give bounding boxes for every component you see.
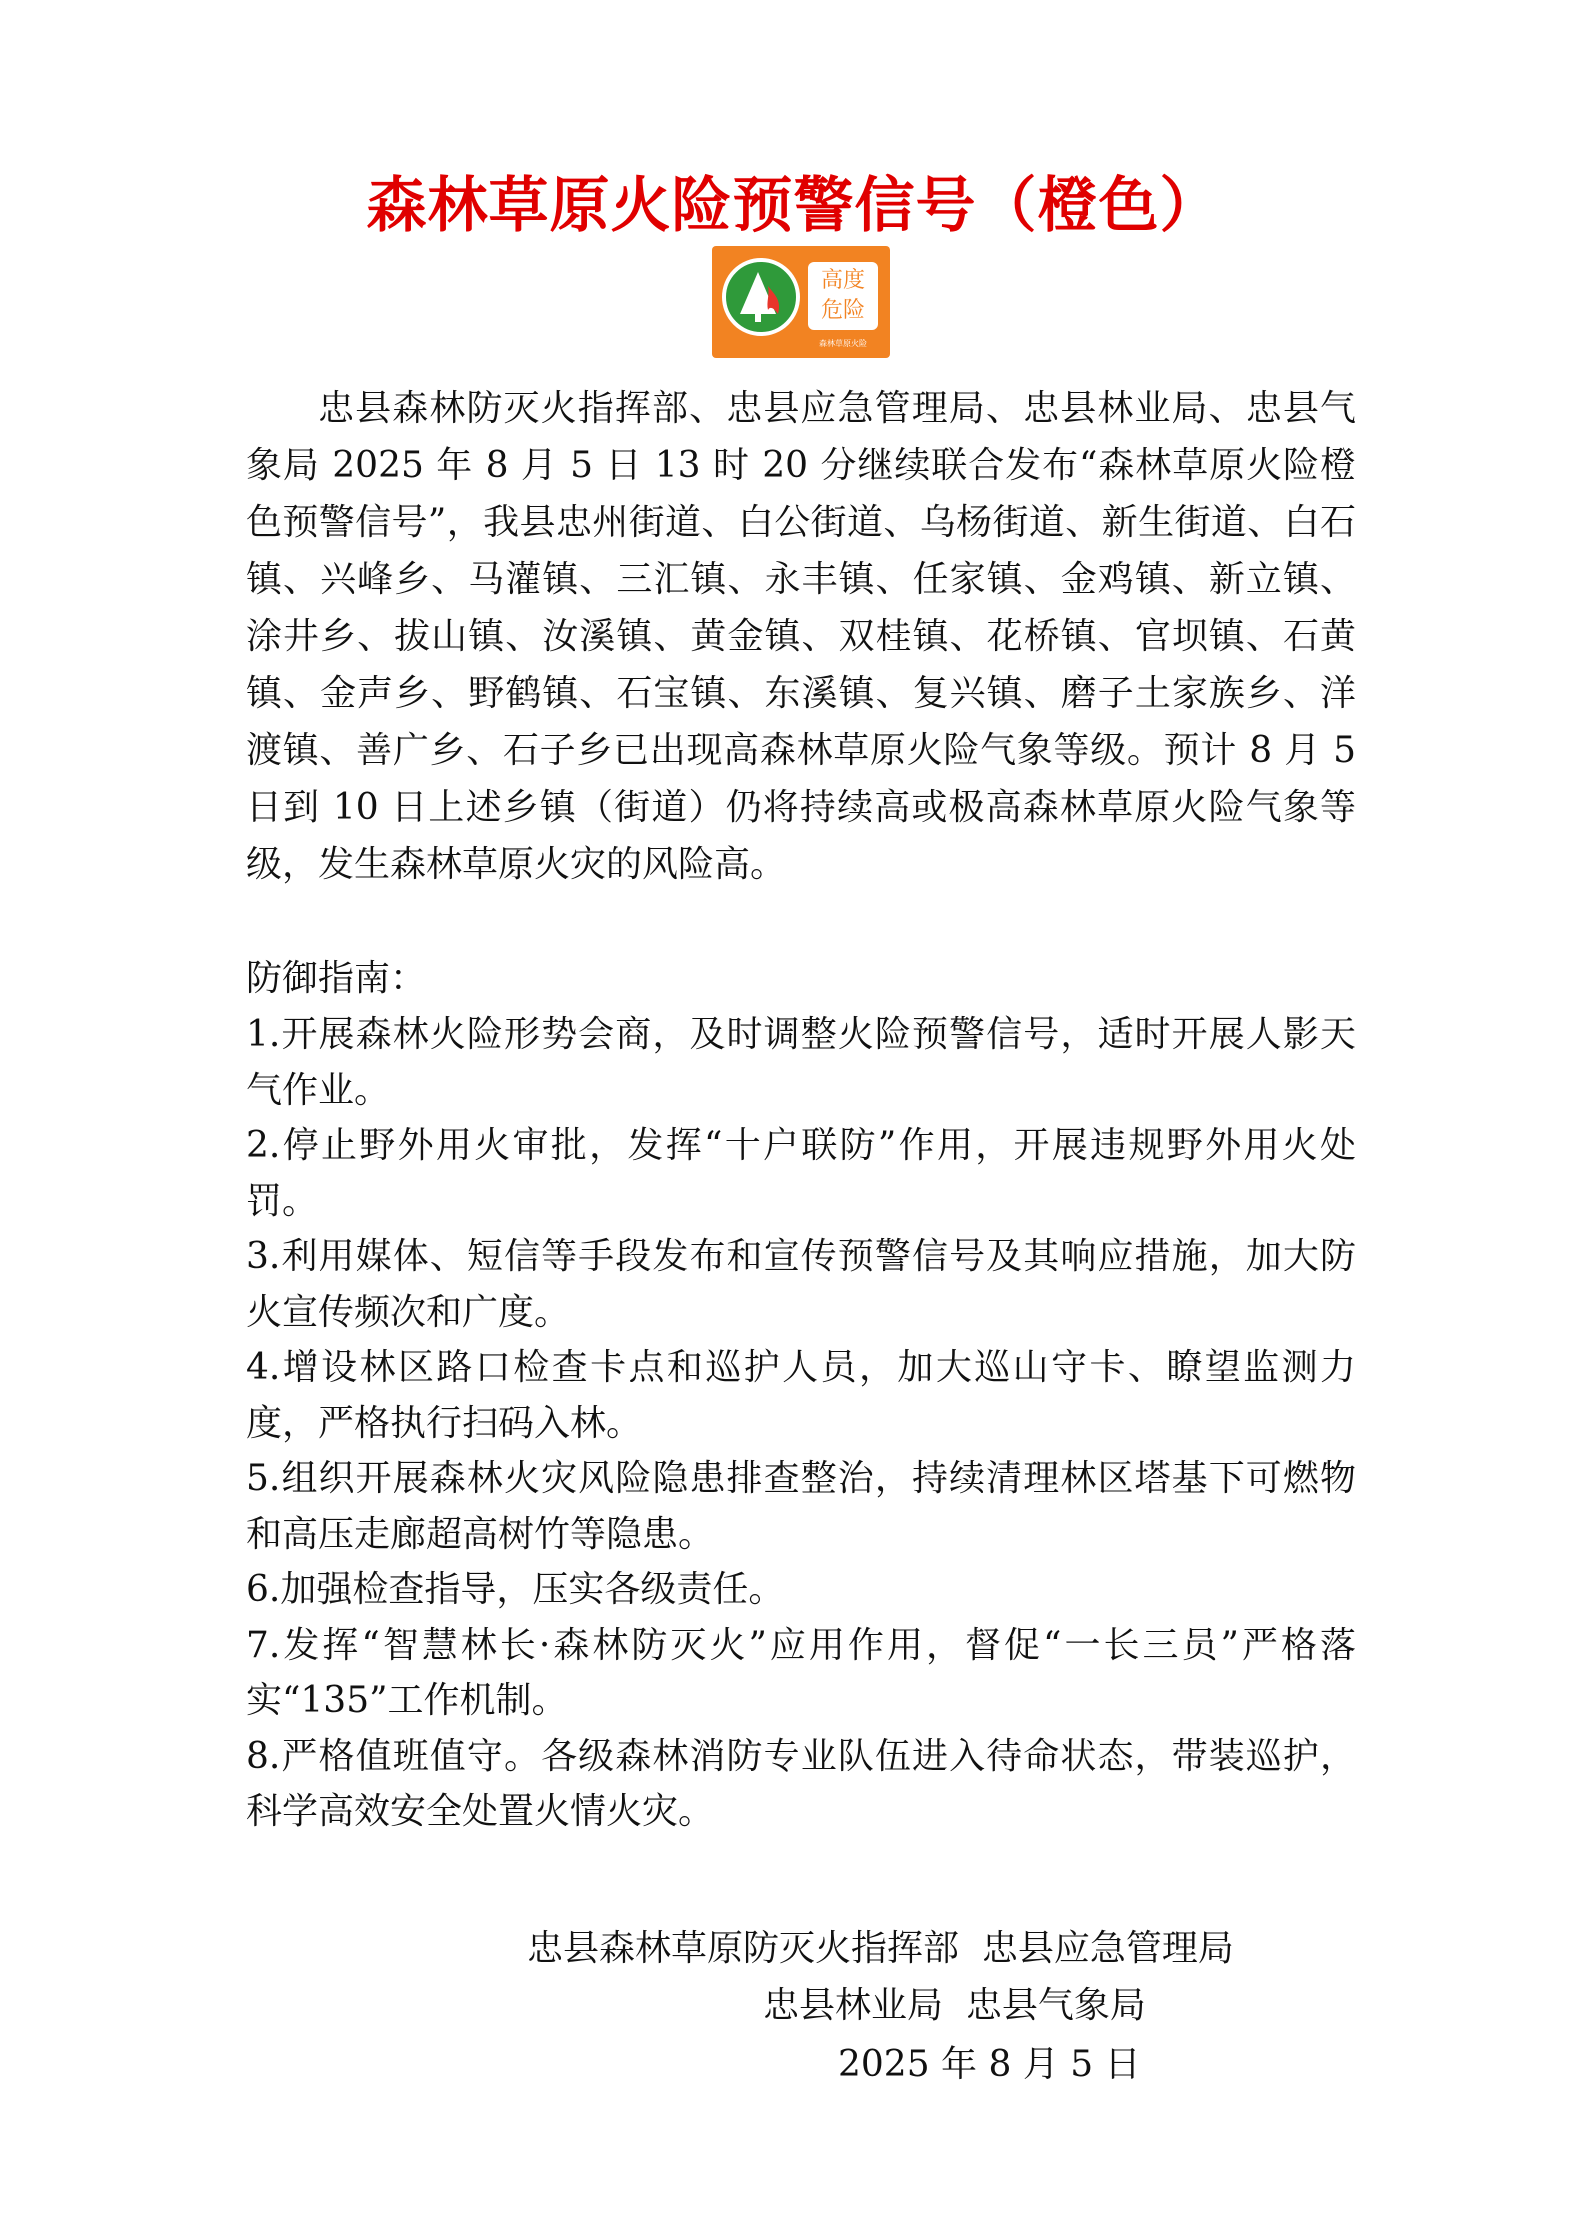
guide-item: 6.加强检查指导，压实各级责任。 bbox=[246, 1569, 785, 1610]
orange-warning-badge bbox=[712, 246, 890, 358]
guide-item: 1.开展森林火险形势会商，及时调整火险预警信号，适时开展人影天气作业。 bbox=[246, 1014, 1356, 1111]
forest-fire-icon bbox=[722, 258, 800, 336]
guide-item: 3.利用媒体、短信等手段发布和宣传预警信号及其响应措施，加大防火宣传频次和广度。 bbox=[246, 1236, 1356, 1333]
guide-item: 7.发挥“智慧林长·森林防灭火”应用作用，督促“一长三员”严格落实“135”工作机制。 bbox=[246, 1624, 1356, 1721]
signature-issuers-line1: 忠县森林草原防灭火指挥部 忠县应急管理局 bbox=[527, 1928, 1234, 1969]
guide-item: 8.严格值班值守。各级森林消防专业队伍进入待命状态，带装巡护，科学高效安全处置火情火灾。 bbox=[246, 1735, 1356, 1832]
signature-date: 2025 年 8 月 5 日 bbox=[838, 2044, 1141, 2085]
document-title: 森林草原火险预警信号（橙色） bbox=[366, 171, 1221, 241]
document-body bbox=[246, 380, 1356, 1840]
badge-text-line1: 高度 bbox=[820, 268, 865, 293]
badge-caption: 森林草原火险 bbox=[819, 339, 867, 348]
guide-item: 4.增设林区路口检查卡点和巡护人员，加大巡山守卡、瞭望监测力度，严格执行扫码入林。 bbox=[246, 1347, 1356, 1444]
danger-level-label bbox=[808, 262, 878, 330]
defense-guide-heading: 防御指南： bbox=[246, 958, 427, 999]
signature-issuers-line2: 忠县林业局 忠县气象局 bbox=[763, 1985, 1146, 2026]
guide-item: 5.组织开展森林火灾风险隐患排查整治，持续清理林区塔基下可燃物和高压走廊超高树竹等隐患。 bbox=[246, 1458, 1356, 1555]
announcement-paragraph: 忠县森林防灭火指挥部、忠县应急管理局、忠县林业局、忠县气象局 2025 年 8 月 5 日 13 时 20 分继续联合发布“森林草原火险橙色预警信号”，我县忠州街道、白公街道、乌杨街道、新生街道、白石镇、兴峰乡、马灌镇、三汇镇、永丰镇、任家镇、金鸡镇、新立镇、涂井乡、拔山镇、汝溪镇、黄金镇、双桂镇、花桥镇、官坝镇、石黄镇、金声乡、野鹤镇、石宝镇、东溪镇、复兴镇、磨子土家族乡、洋渡镇、善广乡、石子乡已出现高森林草原火险气象等级。预计 8 月 5 日到 10 日上述乡镇（街道）仍将持续高或极高森林草原火险气象等级，发生森林草原火灾的风险高。 bbox=[246, 388, 1356, 885]
badge-text-line2: 危险 bbox=[820, 298, 865, 323]
guide-item: 2.停止野外用火审批，发挥“十户联防”作用，开展违规野外用火处罚。 bbox=[246, 1125, 1356, 1222]
